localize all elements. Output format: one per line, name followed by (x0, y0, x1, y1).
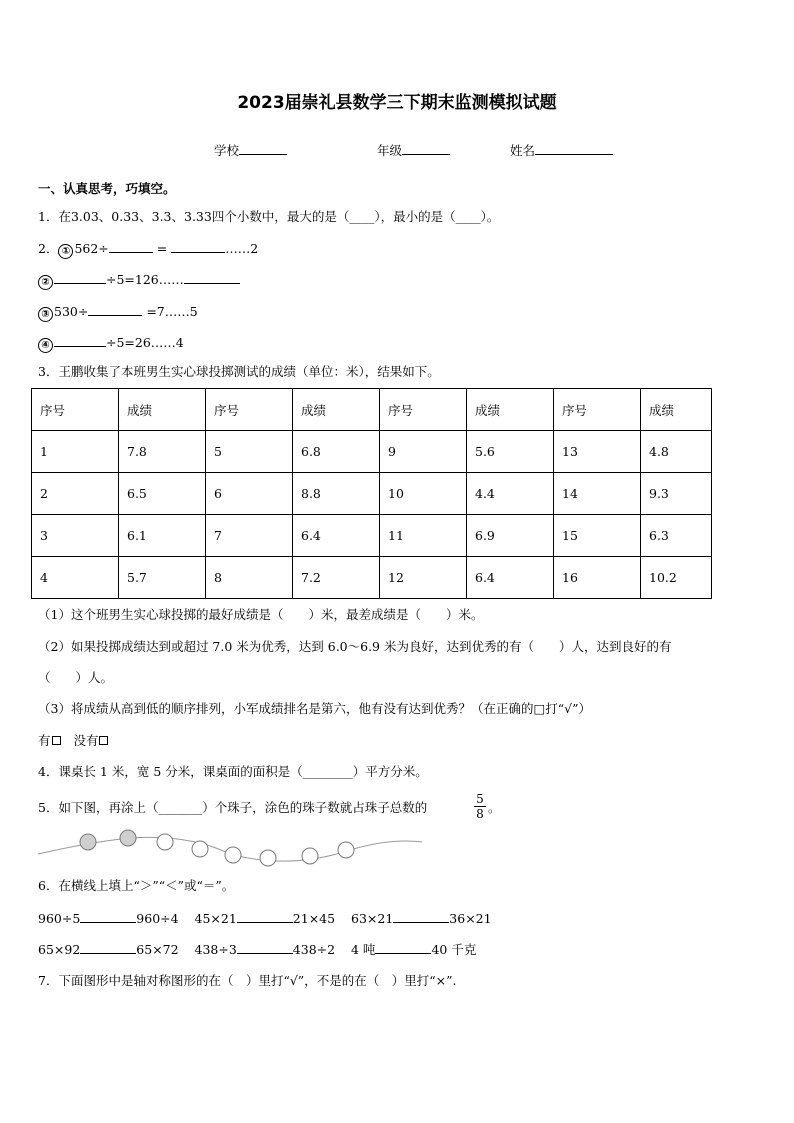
table-cell: 2 (32, 473, 119, 515)
question-5: 5．如下图，再涂上（_______）个珠子，涂色的珠子数就占珠子总数的 (38, 800, 428, 815)
fraction-numerator: 5 (476, 792, 484, 806)
table-cell: 14 (554, 473, 641, 515)
table-cell: 11 (380, 515, 467, 557)
table-cell: 9 (380, 431, 467, 473)
table-cell: 8.8 (293, 473, 380, 515)
table-row (32, 557, 712, 599)
bead-shaded (80, 834, 96, 850)
table-header-cell: 成绩 (641, 389, 712, 431)
table-header-cell: 序号 (554, 389, 641, 431)
bead-empty (338, 842, 354, 858)
question-3-intro: 3．王鹏收集了本班男生实心球投掷测试的成绩（单位：米），结果如下。 (38, 364, 440, 379)
table-cell: 8 (206, 557, 293, 599)
table-cell: 6.5 (119, 473, 206, 515)
table-cell: 6.4 (467, 557, 554, 599)
table-cell: 9.3 (641, 473, 712, 515)
bead-empty (260, 850, 276, 866)
school-field: 学校 (214, 141, 287, 159)
fraction (474, 792, 486, 821)
table-cell: 10.2 (641, 557, 712, 599)
table-cell: 5.6 (467, 431, 554, 473)
page-title: 2023届崇礼县数学三下期末监测模拟试题 (237, 93, 557, 113)
question-5-end: 。 (488, 800, 501, 815)
question-7: 7．下面图形中是轴对称图形的在（ ）里打“√”，不是的在（ ）里打“×”. (38, 973, 457, 988)
table-cell: 1 (32, 431, 119, 473)
question-4: 4．课桌长 1 米，宽 5 分米，课桌面的面积是（________）平方分米。 (38, 764, 428, 779)
table-row (32, 431, 712, 473)
question-1: 1．在3.03、0.33、3.3、3.33四个小数中，最大的是（____），最小的是（____）。 (38, 209, 500, 224)
question-3-options: 有 没有 (38, 733, 109, 749)
table-cell: 10 (380, 473, 467, 515)
table-header-cell: 序号 (32, 389, 119, 431)
table-header-cell: 成绩 (119, 389, 206, 431)
bead-empty (225, 847, 241, 863)
fraction-denominator: 8 (474, 806, 486, 821)
question-6-intro: 6．在横线上填上“＞”“＜”或“＝”。 (38, 878, 235, 893)
table-cell: 6 (206, 473, 293, 515)
table-header-cell: 序号 (380, 389, 467, 431)
table-header-row (32, 389, 712, 431)
table-cell: 4.8 (641, 431, 712, 473)
table-cell: 16 (554, 557, 641, 599)
bead-empty (302, 848, 318, 864)
table-cell: 12 (380, 557, 467, 599)
bead-string-figure (30, 820, 430, 876)
table-cell: 4 (32, 557, 119, 599)
table-header-cell: 序号 (206, 389, 293, 431)
question-2b: ② ÷5=126…… (38, 271, 240, 290)
question-3-part-1: （1）这个班男生实心球投掷的最好成绩是（ ）米，最差成绩是（ ）米。 (38, 607, 484, 622)
table-cell: 15 (554, 515, 641, 557)
question-2a: 2． ① 562÷ = ……2 (38, 241, 259, 257)
table-cell: 6.1 (119, 515, 206, 557)
table-cell: 7.8 (119, 431, 206, 473)
table-cell: 7 (206, 515, 293, 557)
table-row (32, 515, 712, 557)
table-cell: 5 (206, 431, 293, 473)
checkbox-no[interactable] (99, 736, 108, 745)
name-field: 姓名 (510, 141, 613, 159)
grade-field: 年级 (377, 141, 450, 159)
table-header-cell: 成绩 (293, 389, 380, 431)
table-header-cell: 成绩 (467, 389, 554, 431)
question-2c: ③ 530÷ =7……5 (38, 303, 198, 322)
bead-shaded (120, 830, 136, 846)
question-3-part-3: （3）将成绩从高到低的顺序排列，小军成绩排名是第六，他有没有达到优秀？（在正确的□打“√”） (38, 701, 592, 716)
question-3-part-2-cont: （ ）人。 (38, 670, 114, 685)
bead-empty (192, 841, 208, 857)
section-heading: 一、认真思考，巧填空。 (38, 181, 176, 196)
table-cell: 6.9 (467, 515, 554, 557)
scores-table (31, 388, 712, 599)
table-cell: 6.4 (293, 515, 380, 557)
table-cell: 6.3 (641, 515, 712, 557)
table-cell: 6.8 (293, 431, 380, 473)
table-cell: 3 (32, 515, 119, 557)
checkbox-yes[interactable] (52, 736, 61, 745)
question-3-part-2: （2）如果投掷成绩达到或超过 7.0 米为优秀，达到 6.0～6.9 米为良好，达到优秀的有（ ）人，达到良好的有 (38, 639, 672, 654)
table-cell: 7.2 (293, 557, 380, 599)
question-6-row-1: 960÷5 960÷4 45×21 21×45 63×21 36×21 (38, 911, 492, 926)
table-cell: 4.4 (467, 473, 554, 515)
bead-empty (157, 834, 173, 850)
question-2d: ④ ÷5=26……4 (38, 334, 184, 353)
table-cell: 5.7 (119, 557, 206, 599)
question-6-row-2: 65×92 65×72 438÷3 438÷2 4 吨 40 千克 (38, 942, 477, 957)
table-row (32, 473, 712, 515)
table-cell: 13 (554, 431, 641, 473)
